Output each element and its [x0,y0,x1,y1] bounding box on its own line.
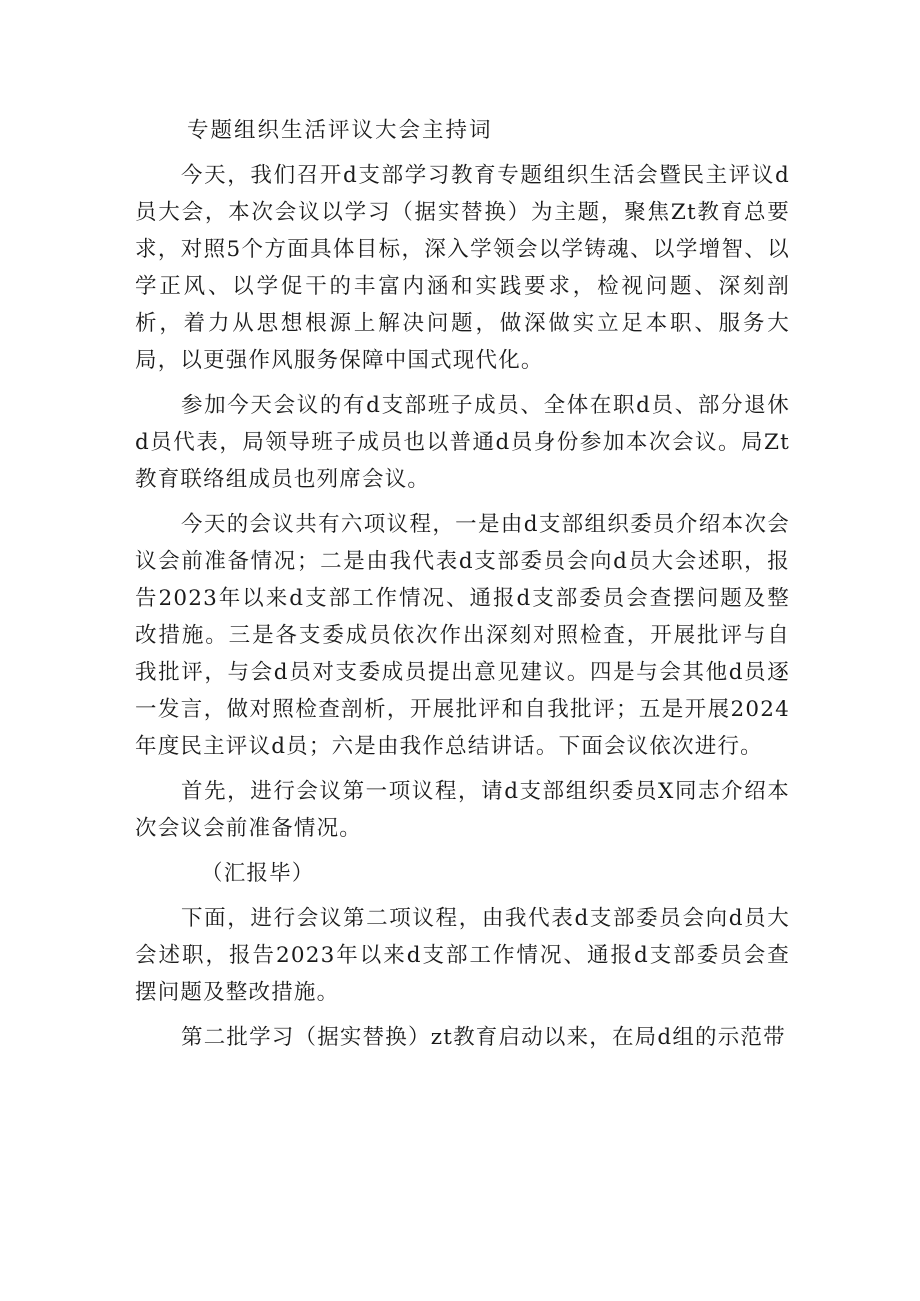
document-body [135,112,790,1064]
paragraph-attendees: 参加今天会议的有d支部班子成员、全体在职d员、部分退休d员代表，局领导班子成员也以普通d员身份参加本次会议。局Zt教育联络组成员也列席会议。 [135,393,790,492]
paragraph-report-done-note: （汇报毕） [201,861,315,886]
paragraph-opening: 今天，我们召开d支部学习教育专题组织生活会暨民主评议d员大会，本次会议以学习（据实替换）为主题，聚焦Zt教育总要求，对照5个方面具体目标，深入学领会以学铸魂、以学增智、以学正风、以学促干的丰富内涵和实践要求，检视问题、深刻剖析，着力从思想根源上解决问题，做深做实立足本职、服务大局，以更强作风服务保障中国式现代化。 [135,163,790,373]
document-title: 专题组织生活评议大会主持词 [187,118,493,143]
paragraph-second-batch: 第二批学习（据实替换）zt教育启动以来，在局d组的示范带 [181,1025,786,1050]
paragraph-second-item: 下面，进行会议第二项议程，由我代表d支部委员会向d员大会述职，报告2023年以来d支部工作情况、通报d支部委员会查摆问题及整改措施。 [135,906,790,1005]
paragraph-first-item: 首先，进行会议第一项议程，请d支部组织委员X同志介绍本次会议会前准备情况。 [135,779,790,841]
paragraph-agenda: 今天的会议共有六项议程，一是由d支部组织委员介绍本次会议会前准备情况；二是由我代表d支部委员会向d员大会述职，报告2023年以来d支部工作情况、通报d支部委员会查摆问题及整改措施。三是各支委成员依次作出深刻对照检査，开展批评与自我批评，与会d员对支委成员提出意见建议。四是与会其他d员逐一发言，做对照检查剖析，开展批评和自我批评；五是开展2024年度民主评议d员；六是由我作总结讲话。下面会议依次进行。 [135,512,790,759]
